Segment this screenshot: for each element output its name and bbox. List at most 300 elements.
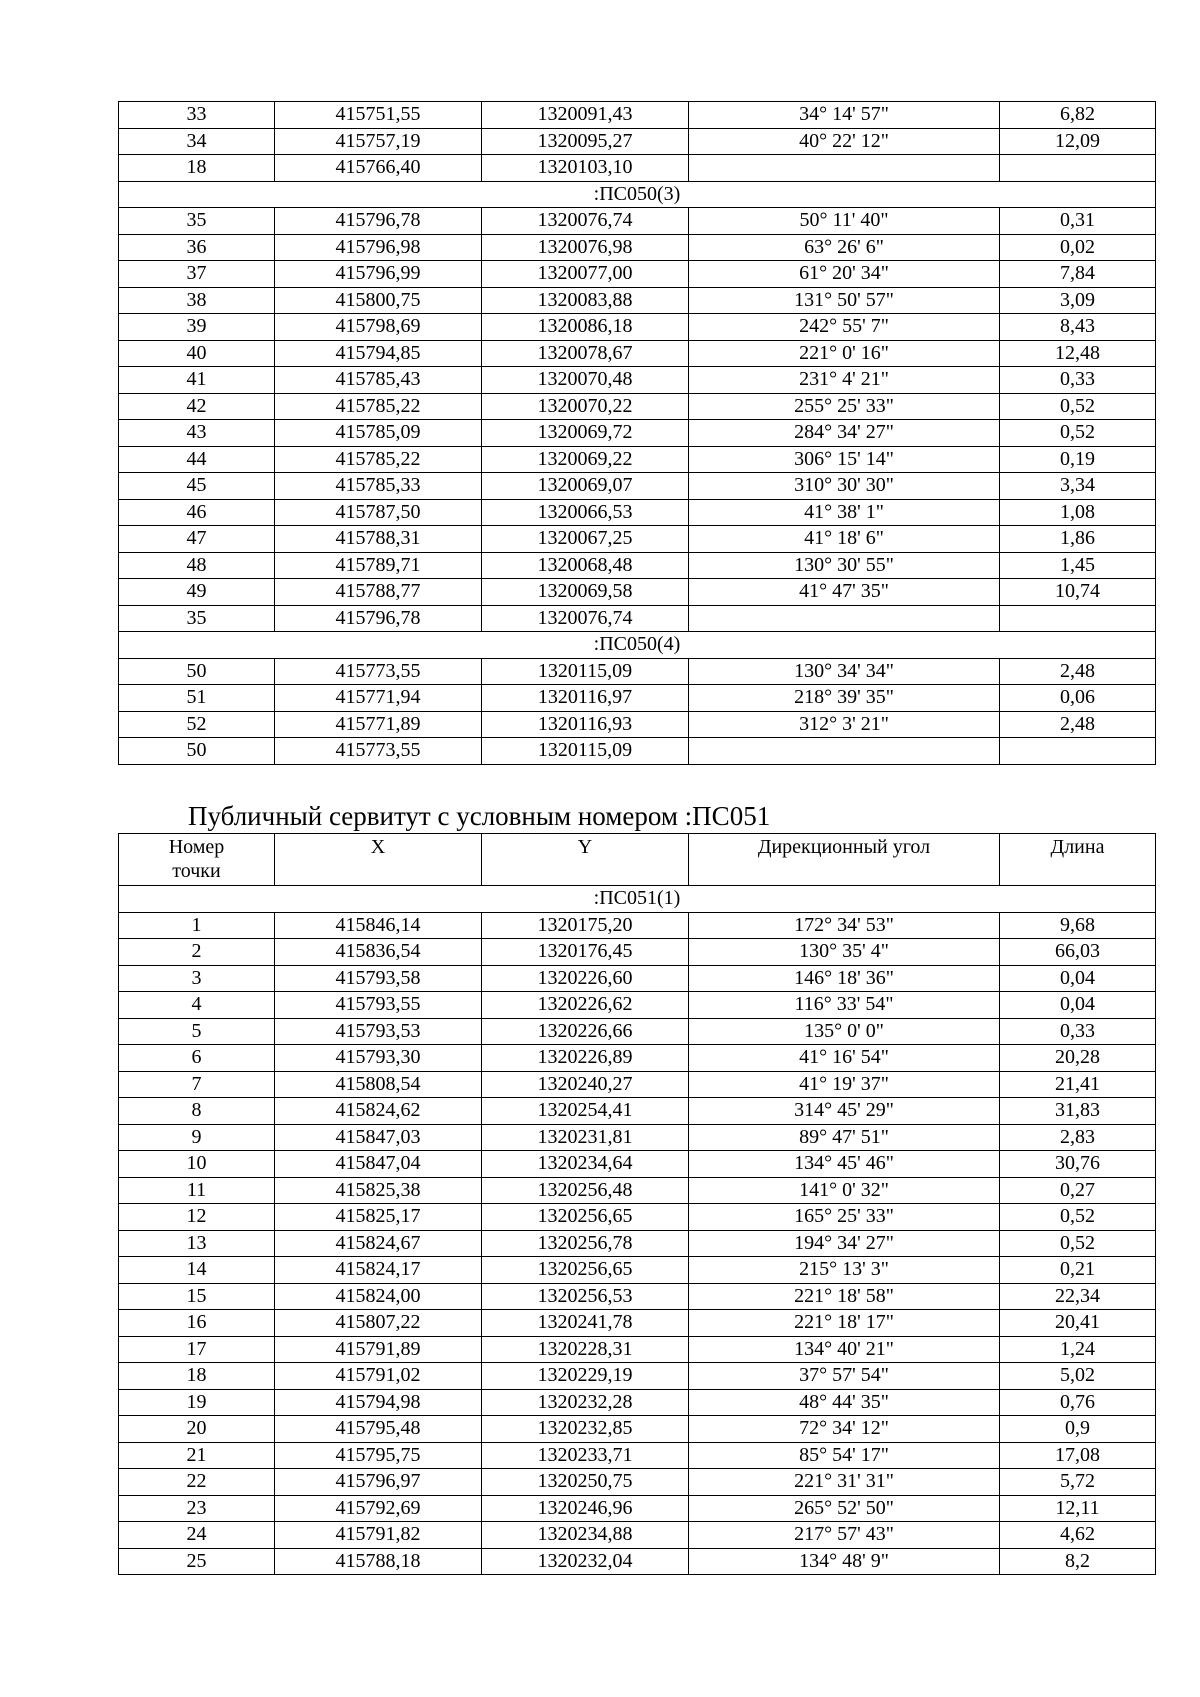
point-number-cell: 18 — [119, 155, 275, 182]
direction-angle-cell: 130° 30' 55" — [689, 552, 1000, 579]
y-coordinate-cell: 1320226,62 — [482, 992, 689, 1019]
table-row — [119, 314, 1156, 341]
x-coordinate-cell: 415785,22 — [275, 446, 482, 473]
point-number-cell: 36 — [119, 234, 275, 261]
point-number-cell: 51 — [119, 685, 275, 712]
direction-angle-cell: 172° 34' 53" — [689, 912, 1000, 939]
y-coordinate-cell: 1320234,64 — [482, 1151, 689, 1178]
y-coordinate-cell: 1320256,65 — [482, 1204, 689, 1231]
table-row — [119, 1495, 1156, 1522]
table-body — [119, 834, 1156, 1575]
x-coordinate-cell: 415796,98 — [275, 234, 482, 261]
x-coordinate-cell: 415785,43 — [275, 367, 482, 394]
length-cell — [1000, 605, 1156, 632]
length-cell: 30,76 — [1000, 1151, 1156, 1178]
point-number-cell: 33 — [119, 102, 275, 129]
table-row — [119, 965, 1156, 992]
x-coordinate-cell: 415824,00 — [275, 1283, 482, 1310]
column-header: Длина — [1000, 834, 1156, 886]
point-number-cell: 1 — [119, 912, 275, 939]
length-cell: 0,19 — [1000, 446, 1156, 473]
point-number-cell: 42 — [119, 393, 275, 420]
x-coordinate-cell: 415773,55 — [275, 738, 482, 765]
y-coordinate-cell: 1320077,00 — [482, 261, 689, 288]
x-coordinate-cell: 415771,89 — [275, 711, 482, 738]
y-coordinate-cell: 1320078,67 — [482, 340, 689, 367]
x-coordinate-cell: 415788,77 — [275, 579, 482, 606]
length-cell: 0,76 — [1000, 1389, 1156, 1416]
point-number-cell: 17 — [119, 1336, 275, 1363]
direction-angle-cell: 63° 26' 6" — [689, 234, 1000, 261]
y-coordinate-cell: 1320241,78 — [482, 1310, 689, 1337]
x-coordinate-cell: 415847,03 — [275, 1124, 482, 1151]
length-cell: 0,52 — [1000, 1204, 1156, 1231]
table-row — [119, 1416, 1156, 1443]
point-number-cell: 8 — [119, 1098, 275, 1125]
table-row — [119, 155, 1156, 182]
length-cell: 0,52 — [1000, 1230, 1156, 1257]
y-coordinate-cell: 1320115,09 — [482, 738, 689, 765]
point-number-cell: 19 — [119, 1389, 275, 1416]
direction-angle-cell: 85° 54' 17" — [689, 1442, 1000, 1469]
y-coordinate-cell: 1320254,41 — [482, 1098, 689, 1125]
x-coordinate-cell: 415825,17 — [275, 1204, 482, 1231]
table-row — [119, 711, 1156, 738]
direction-angle-cell: 135° 0' 0" — [689, 1018, 1000, 1045]
direction-angle-cell: 61° 20' 34" — [689, 261, 1000, 288]
point-number-cell: 10 — [119, 1151, 275, 1178]
direction-angle-cell — [689, 605, 1000, 632]
point-number-cell: 2 — [119, 939, 275, 966]
table-row — [119, 1177, 1156, 1204]
table-row — [119, 605, 1156, 632]
y-coordinate-cell: 1320095,27 — [482, 128, 689, 155]
point-number-cell: 37 — [119, 261, 275, 288]
table-row — [119, 1522, 1156, 1549]
point-number-cell: 40 — [119, 340, 275, 367]
direction-angle-cell: 221° 0' 16" — [689, 340, 1000, 367]
direction-angle-cell: 34° 14' 57" — [689, 102, 1000, 129]
table-row — [119, 579, 1156, 606]
direction-angle-cell: 265° 52' 50" — [689, 1495, 1000, 1522]
direction-angle-cell — [689, 738, 1000, 765]
point-number-cell: 49 — [119, 579, 275, 606]
point-number-cell: 35 — [119, 605, 275, 632]
point-number-cell: 16 — [119, 1310, 275, 1337]
table-row — [119, 367, 1156, 394]
length-cell: 6,82 — [1000, 102, 1156, 129]
direction-angle-cell: 310° 30' 30" — [689, 473, 1000, 500]
x-coordinate-cell: 415796,78 — [275, 605, 482, 632]
direction-angle-cell: 221° 31' 31" — [689, 1469, 1000, 1496]
y-coordinate-cell: 1320076,74 — [482, 605, 689, 632]
direction-angle-cell: 50° 11' 40" — [689, 208, 1000, 235]
length-cell: 1,24 — [1000, 1336, 1156, 1363]
x-coordinate-cell: 415787,50 — [275, 499, 482, 526]
length-cell: 0,21 — [1000, 1257, 1156, 1284]
x-coordinate-cell: 415785,09 — [275, 420, 482, 447]
direction-angle-cell: 134° 45' 46" — [689, 1151, 1000, 1178]
direction-angle-cell: 89° 47' 51" — [689, 1124, 1000, 1151]
length-cell: 8,2 — [1000, 1548, 1156, 1575]
y-coordinate-cell: 1320232,28 — [482, 1389, 689, 1416]
length-cell: 5,72 — [1000, 1469, 1156, 1496]
table-row — [119, 446, 1156, 473]
x-coordinate-cell: 415836,54 — [275, 939, 482, 966]
coordinates-table-ps050 — [118, 101, 1156, 765]
column-header: Y — [482, 834, 689, 886]
y-coordinate-cell: 1320086,18 — [482, 314, 689, 341]
point-number-cell: 9 — [119, 1124, 275, 1151]
direction-angle-cell: 131° 50' 57" — [689, 287, 1000, 314]
point-number-cell: 38 — [119, 287, 275, 314]
direction-angle-cell: 255° 25' 33" — [689, 393, 1000, 420]
length-cell: 0,06 — [1000, 685, 1156, 712]
length-cell: 17,08 — [1000, 1442, 1156, 1469]
y-coordinate-cell: 1320246,96 — [482, 1495, 689, 1522]
point-number-cell: 13 — [119, 1230, 275, 1257]
x-coordinate-cell: 415795,48 — [275, 1416, 482, 1443]
y-coordinate-cell: 1320115,09 — [482, 658, 689, 685]
y-coordinate-cell: 1320256,78 — [482, 1230, 689, 1257]
direction-angle-cell: 284° 34' 27" — [689, 420, 1000, 447]
x-coordinate-cell: 415789,71 — [275, 552, 482, 579]
point-number-cell: 45 — [119, 473, 275, 500]
length-cell: 10,74 — [1000, 579, 1156, 606]
length-cell: 7,84 — [1000, 261, 1156, 288]
point-number-cell: 34 — [119, 128, 275, 155]
length-cell: 8,43 — [1000, 314, 1156, 341]
y-coordinate-cell: 1320069,58 — [482, 579, 689, 606]
direction-angle-cell: 130° 34' 34" — [689, 658, 1000, 685]
y-coordinate-cell: 1320083,88 — [482, 287, 689, 314]
table-row — [119, 1018, 1156, 1045]
y-coordinate-cell: 1320103,10 — [482, 155, 689, 182]
direction-angle-cell: 312° 3' 21" — [689, 711, 1000, 738]
x-coordinate-cell: 415788,18 — [275, 1548, 482, 1575]
point-number-cell: 35 — [119, 208, 275, 235]
length-cell: 0,04 — [1000, 965, 1156, 992]
x-coordinate-cell: 415796,78 — [275, 208, 482, 235]
table-row — [119, 658, 1156, 685]
point-number-cell: 22 — [119, 1469, 275, 1496]
section-label: :ПС050(4) — [119, 632, 1156, 659]
x-coordinate-cell: 415824,62 — [275, 1098, 482, 1125]
point-number-cell: 11 — [119, 1177, 275, 1204]
x-coordinate-cell: 415796,97 — [275, 1469, 482, 1496]
length-cell: 1,45 — [1000, 552, 1156, 579]
table-row — [119, 685, 1156, 712]
x-coordinate-cell: 415795,75 — [275, 1442, 482, 1469]
table-row — [119, 473, 1156, 500]
table-row — [119, 340, 1156, 367]
y-coordinate-cell: 1320226,60 — [482, 965, 689, 992]
length-cell — [1000, 155, 1156, 182]
direction-angle-cell: 165° 25' 33" — [689, 1204, 1000, 1231]
direction-angle-cell: 194° 34' 27" — [689, 1230, 1000, 1257]
table-row — [119, 208, 1156, 235]
table-row — [119, 1336, 1156, 1363]
table-row — [119, 499, 1156, 526]
x-coordinate-cell: 415825,38 — [275, 1177, 482, 1204]
table-header-row — [119, 834, 1156, 886]
direction-angle-cell: 231° 4' 21" — [689, 367, 1000, 394]
length-cell: 1,08 — [1000, 499, 1156, 526]
x-coordinate-cell: 415793,55 — [275, 992, 482, 1019]
length-cell: 12,09 — [1000, 128, 1156, 155]
length-cell: 2,48 — [1000, 658, 1156, 685]
point-number-cell: 15 — [119, 1283, 275, 1310]
length-cell: 66,03 — [1000, 939, 1156, 966]
length-cell: 1,86 — [1000, 526, 1156, 553]
direction-angle-cell: 134° 40' 21" — [689, 1336, 1000, 1363]
table-row — [119, 1151, 1156, 1178]
point-number-cell: 21 — [119, 1442, 275, 1469]
x-coordinate-cell: 415791,89 — [275, 1336, 482, 1363]
direction-angle-cell: 41° 47' 35" — [689, 579, 1000, 606]
table-row — [119, 992, 1156, 1019]
x-coordinate-cell: 415824,17 — [275, 1257, 482, 1284]
direction-angle-cell: 130° 35' 4" — [689, 939, 1000, 966]
x-coordinate-cell: 415796,99 — [275, 261, 482, 288]
table-row — [119, 1310, 1156, 1337]
table-row — [119, 738, 1156, 765]
length-cell: 20,28 — [1000, 1045, 1156, 1072]
length-cell: 22,34 — [1000, 1283, 1156, 1310]
direction-angle-cell: 48° 44' 35" — [689, 1389, 1000, 1416]
x-coordinate-cell: 415794,85 — [275, 340, 482, 367]
x-coordinate-cell: 415791,82 — [275, 1522, 482, 1549]
coordinates-table-ps051 — [118, 833, 1156, 1575]
y-coordinate-cell: 1320091,43 — [482, 102, 689, 129]
length-cell: 0,27 — [1000, 1177, 1156, 1204]
direction-angle-cell: 41° 16' 54" — [689, 1045, 1000, 1072]
length-cell: 0,04 — [1000, 992, 1156, 1019]
direction-angle-cell — [689, 155, 1000, 182]
direction-angle-cell: 41° 19' 37" — [689, 1071, 1000, 1098]
column-header: X — [275, 834, 482, 886]
direction-angle-cell: 215° 13' 3" — [689, 1257, 1000, 1284]
y-coordinate-cell: 1320229,19 — [482, 1363, 689, 1390]
y-coordinate-cell: 1320069,22 — [482, 446, 689, 473]
x-coordinate-cell: 415808,54 — [275, 1071, 482, 1098]
point-number-cell: 24 — [119, 1522, 275, 1549]
y-coordinate-cell: 1320176,45 — [482, 939, 689, 966]
length-cell: 2,48 — [1000, 711, 1156, 738]
point-number-cell: 5 — [119, 1018, 275, 1045]
direction-angle-cell: 221° 18' 17" — [689, 1310, 1000, 1337]
y-coordinate-cell: 1320256,65 — [482, 1257, 689, 1284]
direction-angle-cell: 306° 15' 14" — [689, 446, 1000, 473]
x-coordinate-cell: 415751,55 — [275, 102, 482, 129]
x-coordinate-cell: 415792,69 — [275, 1495, 482, 1522]
length-cell: 0,31 — [1000, 208, 1156, 235]
y-coordinate-cell: 1320231,81 — [482, 1124, 689, 1151]
length-cell: 20,41 — [1000, 1310, 1156, 1337]
point-number-cell: 12 — [119, 1204, 275, 1231]
x-coordinate-cell: 415766,40 — [275, 155, 482, 182]
table-row — [119, 526, 1156, 553]
point-number-cell: 18 — [119, 1363, 275, 1390]
y-coordinate-cell: 1320250,75 — [482, 1469, 689, 1496]
direction-angle-cell: 41° 18' 6" — [689, 526, 1000, 553]
table-row — [119, 234, 1156, 261]
direction-angle-cell: 134° 48' 9" — [689, 1548, 1000, 1575]
y-coordinate-cell: 1320256,48 — [482, 1177, 689, 1204]
y-coordinate-cell: 1320232,85 — [482, 1416, 689, 1443]
length-cell: 0,9 — [1000, 1416, 1156, 1443]
table-row — [119, 1442, 1156, 1469]
x-coordinate-cell: 415788,31 — [275, 526, 482, 553]
length-cell: 31,83 — [1000, 1098, 1156, 1125]
length-cell: 0,33 — [1000, 367, 1156, 394]
length-cell: 12,11 — [1000, 1495, 1156, 1522]
direction-angle-cell: 314° 45' 29" — [689, 1098, 1000, 1125]
table-row — [119, 552, 1156, 579]
column-header: Дирекционный угол — [689, 834, 1000, 886]
point-number-cell: 46 — [119, 499, 275, 526]
y-coordinate-cell: 1320069,07 — [482, 473, 689, 500]
x-coordinate-cell: 415757,19 — [275, 128, 482, 155]
table-row — [119, 1204, 1156, 1231]
y-coordinate-cell: 1320240,27 — [482, 1071, 689, 1098]
table-row — [119, 261, 1156, 288]
section-row — [119, 886, 1156, 913]
x-coordinate-cell: 415771,94 — [275, 685, 482, 712]
length-cell: 21,41 — [1000, 1071, 1156, 1098]
table-row — [119, 1363, 1156, 1390]
length-cell: 12,48 — [1000, 340, 1156, 367]
direction-angle-cell: 217° 57' 43" — [689, 1522, 1000, 1549]
length-cell: 3,34 — [1000, 473, 1156, 500]
direction-angle-cell: 221° 18' 58" — [689, 1283, 1000, 1310]
length-cell: 0,52 — [1000, 393, 1156, 420]
x-coordinate-cell: 415785,33 — [275, 473, 482, 500]
y-coordinate-cell: 1320069,72 — [482, 420, 689, 447]
table-row — [119, 1469, 1156, 1496]
table-row — [119, 912, 1156, 939]
y-coordinate-cell: 1320070,48 — [482, 367, 689, 394]
point-number-cell: 23 — [119, 1495, 275, 1522]
y-coordinate-cell: 1320116,93 — [482, 711, 689, 738]
length-cell: 2,83 — [1000, 1124, 1156, 1151]
direction-angle-cell: 218° 39' 35" — [689, 685, 1000, 712]
x-coordinate-cell: 415794,98 — [275, 1389, 482, 1416]
table-row — [119, 1389, 1156, 1416]
x-coordinate-cell: 415785,22 — [275, 393, 482, 420]
section-label: :ПС050(3) — [119, 181, 1156, 208]
length-cell: 0,52 — [1000, 420, 1156, 447]
point-number-cell: 43 — [119, 420, 275, 447]
y-coordinate-cell: 1320226,89 — [482, 1045, 689, 1072]
length-cell: 0,02 — [1000, 234, 1156, 261]
y-coordinate-cell: 1320076,98 — [482, 234, 689, 261]
length-cell: 5,02 — [1000, 1363, 1156, 1390]
point-number-cell: 48 — [119, 552, 275, 579]
table-row — [119, 287, 1156, 314]
y-coordinate-cell: 1320234,88 — [482, 1522, 689, 1549]
point-number-cell: 3 — [119, 965, 275, 992]
point-number-cell: 25 — [119, 1548, 275, 1575]
x-coordinate-cell: 415807,22 — [275, 1310, 482, 1337]
table-row — [119, 393, 1156, 420]
table-row — [119, 1098, 1156, 1125]
point-number-cell: 44 — [119, 446, 275, 473]
x-coordinate-cell: 415846,14 — [275, 912, 482, 939]
table-row — [119, 1230, 1156, 1257]
table-row — [119, 1283, 1156, 1310]
table-row — [119, 1124, 1156, 1151]
direction-angle-cell: 242° 55' 7" — [689, 314, 1000, 341]
point-number-cell: 41 — [119, 367, 275, 394]
y-coordinate-cell: 1320175,20 — [482, 912, 689, 939]
length-cell: 3,09 — [1000, 287, 1156, 314]
point-number-cell: 20 — [119, 1416, 275, 1443]
table-row — [119, 1257, 1156, 1284]
point-number-cell: 7 — [119, 1071, 275, 1098]
point-number-cell: 39 — [119, 314, 275, 341]
table-row — [119, 939, 1156, 966]
length-cell — [1000, 738, 1156, 765]
length-cell: 4,62 — [1000, 1522, 1156, 1549]
x-coordinate-cell: 415800,75 — [275, 287, 482, 314]
point-number-cell: 4 — [119, 992, 275, 1019]
table-row — [119, 1548, 1156, 1575]
x-coordinate-cell: 415798,69 — [275, 314, 482, 341]
point-number-cell: 14 — [119, 1257, 275, 1284]
point-number-cell: 52 — [119, 711, 275, 738]
direction-angle-cell: 37° 57' 54" — [689, 1363, 1000, 1390]
point-number-cell: 47 — [119, 526, 275, 553]
direction-angle-cell: 116° 33' 54" — [689, 992, 1000, 1019]
section-heading-ps051: Публичный сервитут с условным номером :ПС051 — [188, 801, 771, 831]
direction-angle-cell: 41° 38' 1" — [689, 499, 1000, 526]
y-coordinate-cell: 1320233,71 — [482, 1442, 689, 1469]
table-row — [119, 420, 1156, 447]
column-header: Номер точки — [119, 834, 275, 886]
length-cell: 0,33 — [1000, 1018, 1156, 1045]
table-row — [119, 128, 1156, 155]
table-body — [119, 102, 1156, 765]
x-coordinate-cell: 415847,04 — [275, 1151, 482, 1178]
y-coordinate-cell: 1320116,97 — [482, 685, 689, 712]
point-number-cell: 50 — [119, 658, 275, 685]
x-coordinate-cell: 415793,58 — [275, 965, 482, 992]
direction-angle-cell: 72° 34' 12" — [689, 1416, 1000, 1443]
point-number-cell: 50 — [119, 738, 275, 765]
x-coordinate-cell: 415824,67 — [275, 1230, 482, 1257]
length-cell: 9,68 — [1000, 912, 1156, 939]
table-row — [119, 1071, 1156, 1098]
point-number-cell: 6 — [119, 1045, 275, 1072]
section-row — [119, 181, 1156, 208]
direction-angle-cell: 141° 0' 32" — [689, 1177, 1000, 1204]
x-coordinate-cell: 415791,02 — [275, 1363, 482, 1390]
section-label: :ПС051(1) — [119, 886, 1156, 913]
table-row — [119, 102, 1156, 129]
y-coordinate-cell: 1320070,22 — [482, 393, 689, 420]
y-coordinate-cell: 1320066,53 — [482, 499, 689, 526]
y-coordinate-cell: 1320232,04 — [482, 1548, 689, 1575]
direction-angle-cell: 146° 18' 36" — [689, 965, 1000, 992]
y-coordinate-cell: 1320067,25 — [482, 526, 689, 553]
y-coordinate-cell: 1320256,53 — [482, 1283, 689, 1310]
y-coordinate-cell: 1320068,48 — [482, 552, 689, 579]
y-coordinate-cell: 1320076,74 — [482, 208, 689, 235]
direction-angle-cell: 40° 22' 12" — [689, 128, 1000, 155]
y-coordinate-cell: 1320226,66 — [482, 1018, 689, 1045]
y-coordinate-cell: 1320228,31 — [482, 1336, 689, 1363]
